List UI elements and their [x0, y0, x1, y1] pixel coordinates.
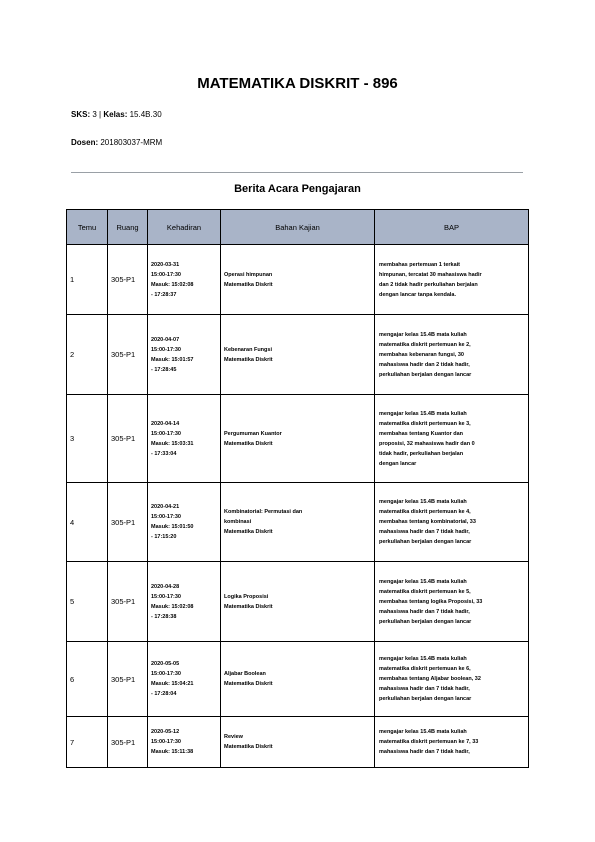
kehadiran-text: 2020-03-31 15:00-17:30 Masuk: 15:02:08 - 17:28:37 [151, 261, 194, 298]
kehadiran-cell [148, 717, 221, 768]
course-info [71, 110, 162, 119]
kehadiran-cell [148, 562, 221, 642]
bahan-kajian-text: Logika Proposisi Matematika Diskrit [224, 593, 273, 610]
bap-cell [375, 717, 529, 768]
table-row [67, 717, 529, 768]
bahan-kajian-text: Kombinatorial: Permutasi dan kombinasi Matematika Diskrit [224, 509, 303, 535]
bahan-kajian-text: Kebenaran Fungsi Matematika Diskrit [224, 346, 273, 363]
bap-text: mengajar kelas 15.4B mata kuliah matematika diskrit pertemuan ke 5, membahas tentang logika Proposisi, 33 mahasiswa hadir dan 7 tidak hadir, perkuliahan berjalan dengan lancar [379, 578, 483, 625]
bahan-kajian-cell [221, 245, 375, 315]
temu-cell: 2 [67, 315, 108, 395]
kelas-value: 15.4B.30 [129, 110, 162, 119]
bahan-kajian-text: Pergumuman Kuantor Matematika Diskrit [224, 430, 282, 447]
bahan-kajian-text: Review Matematika Diskrit [224, 734, 273, 750]
kehadiran-text: 2020-05-05 15:00-17:30 Masuk: 15:04:21 - 17:28:04 [151, 661, 194, 697]
bahan-kajian-cell [221, 395, 375, 483]
bap-text: mengajar kelas 15.4B mata kuliah matematika diskrit pertemuan ke 7, 33 mahasiswa hadir dan 7 tidak hadir, [379, 729, 479, 755]
kehadiran-cell [148, 245, 221, 315]
table-row [67, 562, 529, 642]
dosen-label: Dosen: [71, 138, 99, 147]
kehadiran-text: 2020-04-28 15:00-17:30 Masuk: 15:02:08 - 17:28:38 [151, 583, 194, 620]
bap-cell [375, 483, 529, 562]
bap-cell [375, 315, 529, 395]
table-row [67, 315, 529, 395]
table-row [67, 245, 529, 315]
column-header-temu: Temu [67, 210, 108, 245]
temu-cell: 1 [67, 245, 108, 315]
ruang-cell: 305-P1 [108, 642, 148, 717]
bap-text: mengajar kelas 15.4B mata kuliah matematika diskrit pertemuan ke 4, membahas tentang kombinatorial, 33 mahasiswa hadir dan 7 tidak hadir, perkuliahan berjalan dengan lancar [379, 499, 476, 545]
kelas-label: Kelas: [103, 110, 128, 119]
kehadiran-cell [148, 642, 221, 717]
table-row [67, 395, 529, 483]
bap-cell [375, 562, 529, 642]
ruang-cell: 305-P1 [108, 245, 148, 315]
ruang-cell: 305-P1 [108, 483, 148, 562]
section-title: Berita Acara Pengajaran [234, 183, 361, 195]
bap-cell [375, 245, 529, 315]
kehadiran-text: 2020-05-12 15:00-17:30 Masuk: 15:11:38 [151, 729, 194, 755]
temu-cell: 6 [67, 642, 108, 717]
kehadiran-cell [148, 395, 221, 483]
kehadiran-cell [148, 315, 221, 395]
kehadiran-text: 2020-04-21 15:00-17:30 Masuk: 15:01:50 - 17:15:20 [151, 504, 194, 540]
kehadiran-cell [148, 483, 221, 562]
temu-cell: 4 [67, 483, 108, 562]
page-title: MATEMATIKA DISKRIT - 896 [197, 75, 398, 92]
ruang-cell: 305-P1 [108, 562, 148, 642]
divider [71, 172, 523, 173]
ruang-cell: 305-P1 [108, 395, 148, 483]
table-row [67, 483, 529, 562]
table-row [67, 642, 529, 717]
bahan-kajian-text: Aljabar Boolean Matematika Diskrit [224, 671, 273, 687]
lecturer-info [71, 138, 162, 147]
sks-value: 3 [92, 110, 97, 119]
bahan-kajian-cell [221, 315, 375, 395]
ruang-cell: 305-P1 [108, 717, 148, 768]
column-header-kehadiran: Kehadiran [148, 210, 221, 245]
bap-text: mengajar kelas 15.4B mata kuliah matematika diskrit pertemuan ke 3, membahas tentang Kuantor dan proposisi, 32 mahasiswa hadir dan 0 tidak hadir, perkuliahan berjalan dengan lancar [379, 410, 475, 467]
kehadiran-text: 2020-04-07 15:00-17:30 Masuk: 15:01:57 - 17:28:45 [151, 336, 194, 373]
temu-cell: 7 [67, 717, 108, 768]
column-header-bahan-kajian: Bahan Kajian [221, 210, 375, 245]
dosen-value: 201803037-MRM [100, 138, 163, 147]
bahan-kajian-text: Operasi himpunan Matematika Diskrit [224, 271, 273, 288]
column-header-ruang: Ruang [108, 210, 148, 245]
bahan-kajian-cell [221, 642, 375, 717]
bap-text: mengajar kelas 15.4B mata kuliah matematika diskrit pertemuan ke 6, membahas tentang Aljabar boolean, 32 mahasiswa hadir dan 7 tidak hadir, perkuliahan berjalan dengan lancar [379, 656, 481, 702]
bahan-kajian-cell [221, 562, 375, 642]
ruang-cell: 305-P1 [108, 315, 148, 395]
bap-text: mengajar kelas 15.4B mata kuliah matematika diskrit pertemuan ke 2, membahas kebenaran fungsi, 30 mahasiswa hadir dan 2 tidak hadir, perkuliahan berjalan dengan lancar [379, 331, 472, 378]
separator: | [99, 110, 102, 119]
temu-cell: 5 [67, 562, 108, 642]
teaching-record-table [66, 209, 529, 768]
column-header-bap: BAP [375, 210, 529, 245]
temu-cell: 3 [67, 395, 108, 483]
table-header-row [67, 210, 529, 245]
bahan-kajian-cell [221, 483, 375, 562]
bahan-kajian-cell [221, 717, 375, 768]
kehadiran-text: 2020-04-14 15:00-17:30 Masuk: 15:03:31 - 17:33:04 [151, 420, 194, 457]
bap-cell [375, 642, 529, 717]
bap-cell [375, 395, 529, 483]
bap-text: membahas pertemuan 1 terkait himpunan, tercatat 30 mahasiswa hadir dan 2 tidak hadir perkuliahan berjalan dengan lancar tanpa kendala. [379, 261, 482, 298]
sks-label: SKS: [71, 110, 91, 119]
